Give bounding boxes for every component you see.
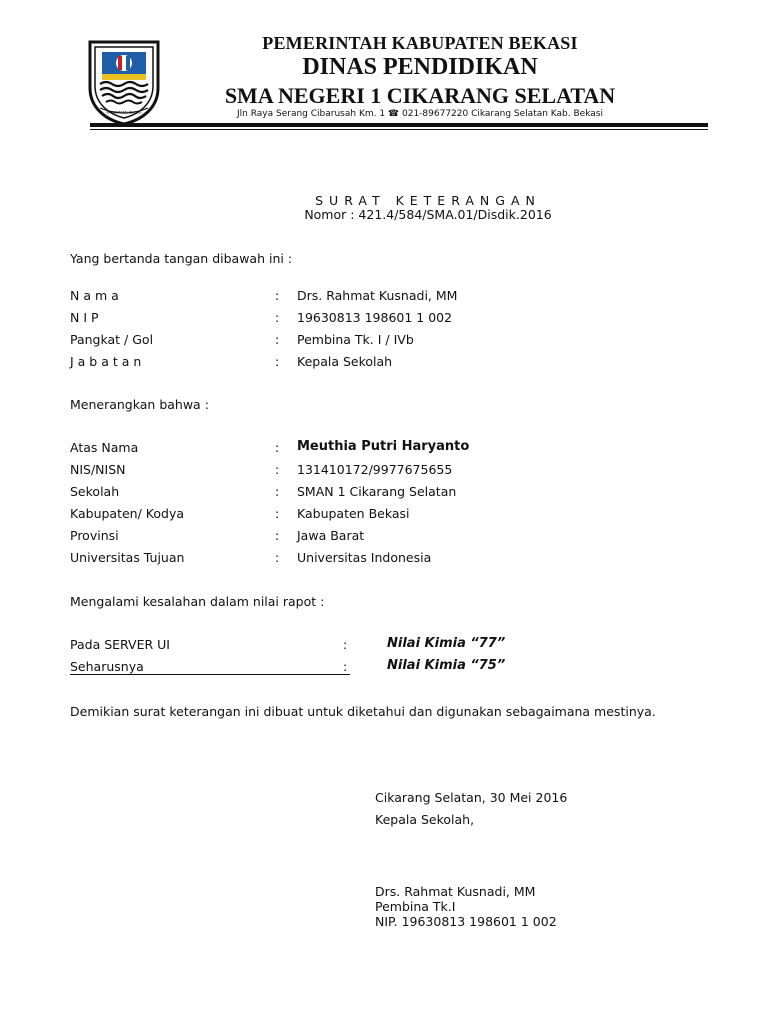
error-intro-text: Mengalami kesalahan dalam nilai rapot : — [70, 594, 325, 609]
regency-emblem-icon — [86, 38, 162, 126]
letterhead — [0, 0, 768, 135]
closing-text: Demikian surat keterangan ini dibuat untuk diketahui dan digunakan sebagaimana mestinya. — [70, 704, 656, 719]
grade-correct-label: Seharusnya — [70, 659, 144, 674]
grade-server-label: Pada SERVER UI — [70, 637, 170, 652]
colon: : — [275, 440, 280, 455]
signature-position: Kepala Sekolah, — [375, 812, 475, 827]
signer-name-value: Drs. Rahmat Kusnadi, MM — [297, 288, 458, 303]
subject-name-label: Atas Nama — [70, 440, 139, 455]
colon: : — [275, 354, 280, 369]
subject-nis-value: 131410172/9977675655 — [297, 462, 453, 477]
signer-name-label: N a m a — [70, 288, 119, 303]
colon: : — [275, 332, 280, 347]
letterhead-rule-thick — [90, 123, 708, 127]
colon: : — [275, 506, 280, 521]
signer-rank-value: Pembina Tk. I / IVb — [297, 332, 414, 347]
colon: : — [343, 637, 348, 652]
department-name: DINAS PENDIDIKAN — [302, 54, 538, 80]
letter-title: SURAT KETERANGAN — [315, 193, 541, 208]
emblem-text: KABUPATEN BEKASI — [106, 110, 142, 115]
letterhead-rule-thin — [90, 129, 708, 130]
subject-school-value: SMAN 1 Cikarang Selatan — [297, 484, 457, 499]
subject-school-label: Sekolah — [70, 484, 120, 499]
colon: : — [275, 528, 280, 543]
subject-university-value: Universitas Indonesia — [297, 550, 432, 565]
school-name: SMA NEGERI 1 CIKARANG SELATAN — [224, 83, 616, 108]
intro-text: Yang bertanda tangan dibawah ini : — [70, 251, 293, 266]
signer-position-value: Kepala Sekolah — [297, 354, 393, 369]
grade-correct-value: Nilai Kimia “75” — [387, 658, 506, 673]
subject-province-label: Provinsi — [70, 528, 119, 543]
signer-position-label: J a b a t a n — [70, 354, 142, 369]
subject-university-label: Universitas Tujuan — [70, 550, 185, 565]
colon: : — [343, 659, 348, 674]
letter-number: Nomor : 421.4/584/SMA.01/Disdik.2016 — [304, 207, 552, 222]
colon: : — [275, 288, 280, 303]
school-address: Jln Raya Serang Cibarusah Km. 1 ☎ 021-89677220 Cikarang Selatan Kab. Bekasi — [237, 109, 603, 119]
grade-row-underline — [70, 674, 350, 675]
subject-province-value: Jawa Barat — [297, 528, 365, 543]
colon: : — [275, 310, 280, 325]
signer-nip-label: N I P — [70, 310, 99, 325]
colon: : — [275, 550, 280, 565]
states-text: Menerangkan bahwa : — [70, 397, 209, 412]
signature-rank: Pembina Tk.I — [375, 899, 456, 914]
signature-place-date: Cikarang Selatan, 30 Mei 2016 — [375, 790, 568, 805]
signature-name: Drs. Rahmat Kusnadi, MM — [375, 884, 536, 899]
subject-nis-label: NIS/NISN — [70, 462, 126, 477]
government-name: PEMERINTAH KABUPATEN BEKASI — [262, 33, 578, 53]
subject-regency-value: Kabupaten Bekasi — [297, 506, 410, 521]
signature-nip: NIP. 19630813 198601 1 002 — [375, 914, 557, 929]
subject-regency-label: Kabupaten/ Kodya — [70, 506, 185, 521]
colon: : — [275, 484, 280, 499]
signer-nip-value: 19630813 198601 1 002 — [297, 310, 453, 325]
colon: : — [275, 462, 280, 477]
signer-rank-label: Pangkat / Gol — [70, 332, 154, 347]
grade-server-value: Nilai Kimia “77” — [387, 636, 506, 651]
subject-name-value: Meuthia Putri Haryanto — [297, 439, 470, 454]
